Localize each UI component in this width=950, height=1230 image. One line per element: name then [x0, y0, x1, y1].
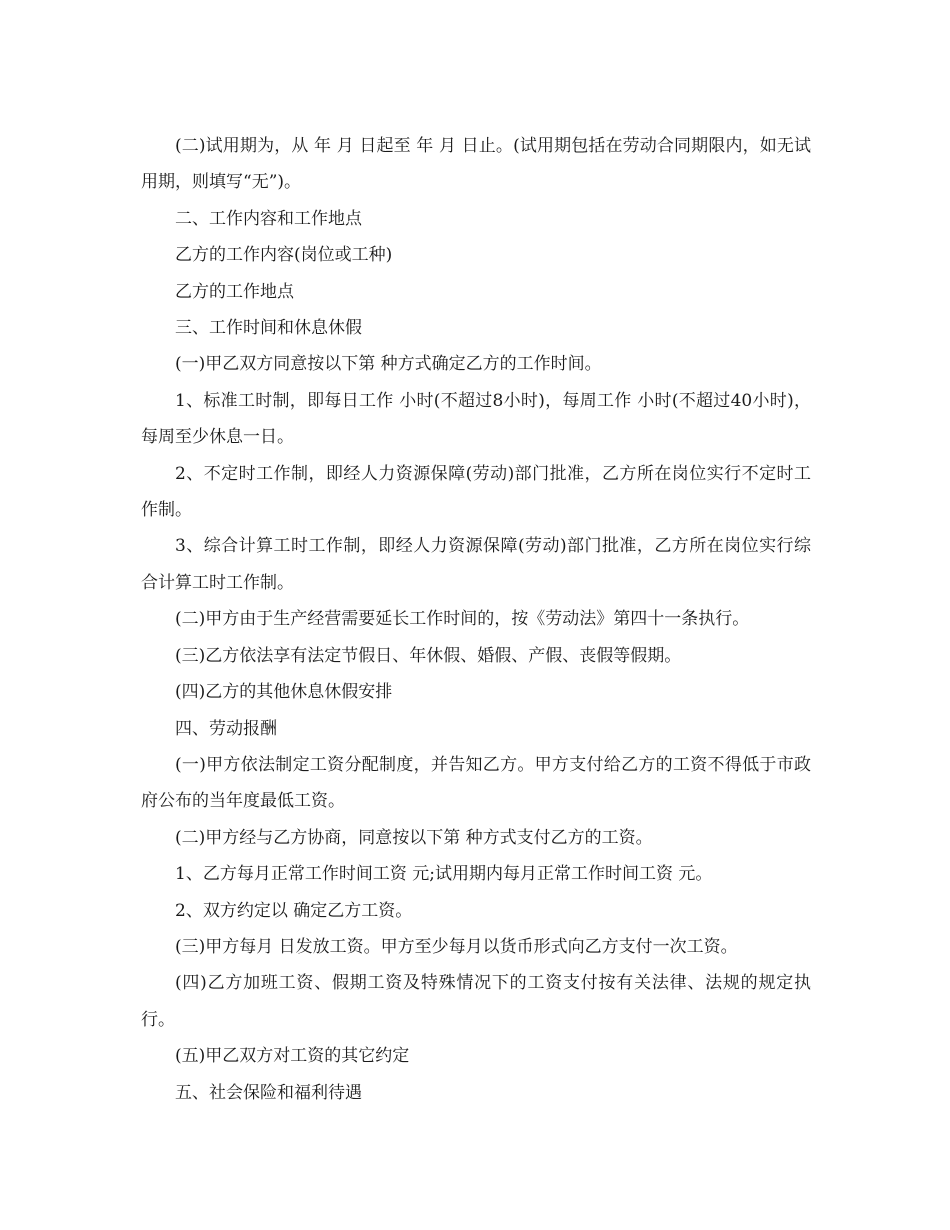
paragraph-other-wage-terms: (五)甲乙双方对工资的其它约定 [175, 1046, 410, 1067]
paragraph-overtime: (二)甲方由于生产经营需要延长工作时间的，按《劳动法》第四十一条执行。 [175, 609, 750, 630]
paragraph-irregular-hours: 2、不定时工作制，即经人力资源保障(劳动)部门批准，乙方所在岗位实行不定时工作制。 [141, 463, 811, 521]
heading-work-content-location: 二、工作内容和工作地点 [175, 208, 362, 229]
paragraph-overtime-pay: (四)乙方加班工资、假期工资及特殊情况下的工资支付按有关法律、法规的规定执行。 [141, 973, 811, 1030]
paragraph-wage-method: (二)甲方经与乙方协商，同意按以下第 种方式支付乙方的工资。 [175, 827, 653, 848]
paragraph-pay-day: (三)甲方每月 日发放工资。甲方至少每月以货币形式向乙方支付一次工资。 [175, 936, 738, 957]
paragraph-working-hours-method: (一)甲乙双方同意按以下第 种方式确定乙方的工作时间。 [175, 354, 602, 375]
paragraph-monthly-wage: 1、乙方每月正常工作时间工资 元;试用期内每月正常工作时间工资 元。 [175, 864, 713, 885]
paragraph-probation-period: (二)试用期为，从 年 月 日起至 年 月 日止。(试用期包括在劳动合同期限内，如无试用期，则填写“无”)。 [141, 136, 811, 193]
document-body [141, 128, 811, 1111]
paragraph-comprehensive-hours: 3、综合计算工时工作制，即经人力资源保障(劳动)部门批准，乙方所在岗位实行综合计算工时工作制。 [141, 536, 811, 593]
paragraph-work-content: 乙方的工作内容(岗位或工种) [175, 245, 393, 266]
heading-social-insurance: 五、社会保险和福利待遇 [175, 1082, 362, 1103]
paragraph-standard-hours: 1、标准工时制，即每日工作 小时(不超过8小时)，每周工作 小时(不超过40小时)，每周至少休息一日。 [141, 390, 811, 448]
paragraph-other-leave: (四)乙方的其他休息休假安排 [175, 682, 393, 703]
paragraph-holidays: (三)乙方依法享有法定节假日、年休假、婚假、产假、丧假等假期。 [175, 645, 682, 666]
heading-working-hours-leave: 三、工作时间和休息休假 [175, 318, 362, 339]
heading-remuneration: 四、劳动报酬 [175, 718, 277, 739]
paragraph-work-location: 乙方的工作地点 [175, 281, 294, 302]
paragraph-wage-system: (一)甲方依法制定工资分配制度，并告知乙方。甲方支付给乙方的工资不得低于市政府公布的当年度最低工资。 [141, 754, 811, 812]
paragraph-agreed-wage: 2、双方约定以 确定乙方工资。 [175, 900, 413, 921]
